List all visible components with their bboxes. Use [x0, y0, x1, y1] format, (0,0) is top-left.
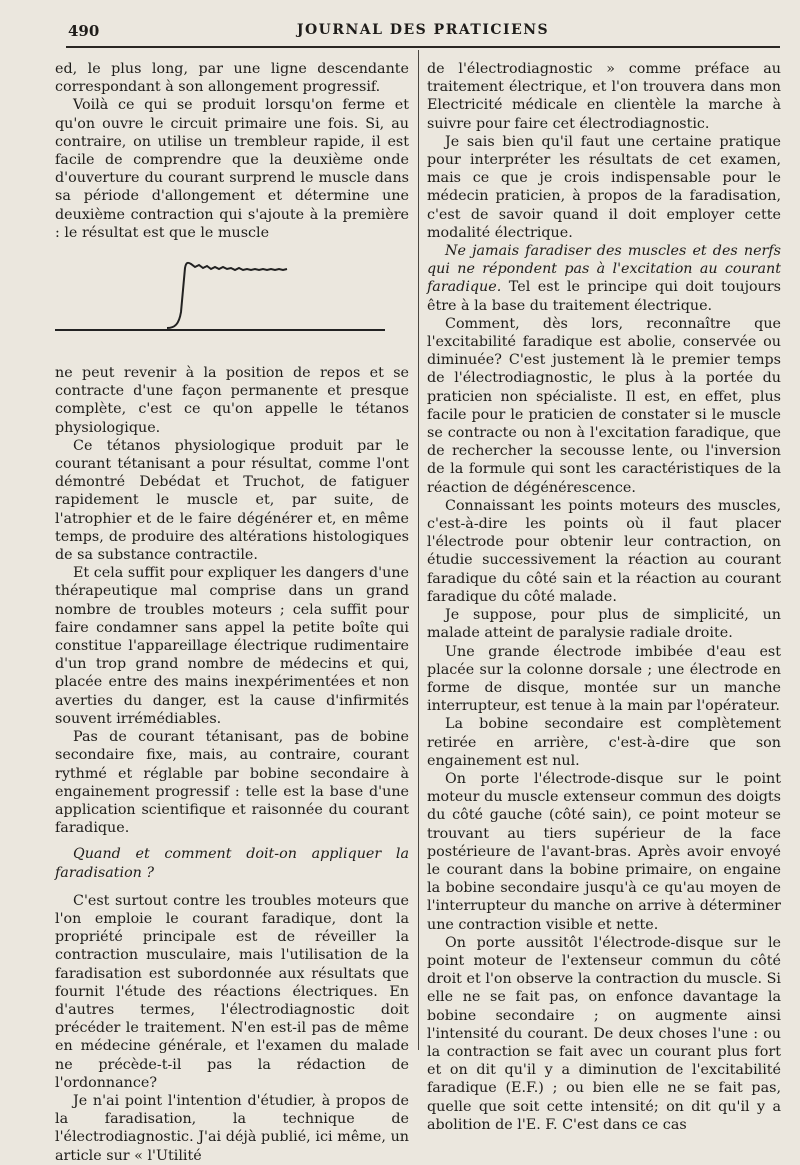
- paragraph: ne peut revenir à la position de repos et se contracte d'une façon permanente et presque complète, c'est ce qu'on appelle le tétanos physiologique.: [55, 365, 409, 436]
- page-number: 490: [68, 22, 100, 40]
- paragraph: C'est surtout contre les troubles moteurs que l'on emploie le courant faradique, dont la propriété principale est de réveiller la contraction musculaire, mais l'utilisation de la faradisation est subordonnée aux résultats que fournit l'étude des réactions électriques. En d'autres termes, l'électrodiagnostic doit précéder le traitement. N'en est-il pas de même en médecine générale, et l'examen du malade ne précède-t-il pas la rédaction de l'ordonnance?: [55, 892, 409, 1091]
- paragraph: On porte aussitôt l'électrode-disque sur le point moteur de l'extenseur commun du côté droit et l'on observe la contraction du muscle. Si elle ne se fait pas, on enfonce davantage la bobine secondaire ; on augmente ainsi l'intensité du courant. De deux choses l'une : ou la contraction se fait avec un courant plus fort et on dit qu'il y a diminution de l'excitabilité faradique (E.F.) ; ou bien elle ne se fait pas, quelle que soit cette intensité; on dit qu'il y a abolition de l'E. F. C'est dans ce cas: [427, 934, 781, 1133]
- paragraph: Ce tétanos physiologique produit par le courant tétanisant a pour résultat, comme l'ont démontré Debédat et Truchot, de fatiguer rapidement le muscle et, par suite, de l'atrophier et de le faire dégénérer et, en même temps, de produire des altérations histologiques de sa substance contractile.: [55, 437, 409, 564]
- principle-paragraph: [427, 242, 781, 315]
- tetanus-curve-figure: [55, 242, 409, 364]
- right-column: [427, 60, 781, 1134]
- paragraph: La bobine secondaire est complètement retirée en arrière, c'est-à-dire que son engainement est nul.: [427, 716, 781, 769]
- paragraph: ed, le plus long, par une ligne descendante correspondant à son allongement progressif.: [55, 61, 409, 96]
- principle-italic: Ne jamais faradiser des muscles et des nerfs qui ne répondent pas à l'excitation au courant faradique.: [427, 243, 781, 296]
- contraction-curve: [167, 263, 287, 328]
- paragraph: Et cela suffit pour expliquer les dangers d'une thérapeutique mal comprise dans un grand nombre de troubles moteurs ; cela suffit pour faire condamner sans appel la petite boîte qui constitue l'appareillage électrique rudimentaire d'un trop grand nombre de médecins et qui, placée entre des mains inexpérimentées et non averties du danger, est la cause d'infirmités souvent irrémédiables.: [55, 565, 409, 727]
- running-header: [66, 18, 780, 48]
- paragraph: On porte l'électrode-disque sur le point moteur du muscle extenseur commun des doigts du côté gauche (côté sain), ce point moteur se trouvant au tiers supérieur de la face postérieure de l'avant-bras. Après avoir envoyé le courant dans la bobine primaire, on engaine la bobine secondaire jusqu'à ce qu'au moyen de l'interrupteur du manche on arrive à déterminer une contraction visible et nette.: [427, 770, 781, 933]
- paragraph: Je suppose, pour plus de simplicité, un malade atteint de paralysie radiale droite.: [427, 607, 781, 642]
- tetanus-curve-svg: [55, 242, 409, 364]
- paragraph: Voilà ce qui se produit lorsqu'on ferme et qu'on ouvre le circuit primaire une fois. Si, au contraire, on utilise un trembleur rapide, il est facile de comprendre que la deuxième onde d'ouverture du courant surprend le muscle dans sa période d'allongement et détermine une deuxième contraction qui s'ajoute à la première : le résultat est que le muscle: [55, 97, 409, 241]
- paragraph: Comment, dès lors, reconnaître que l'excitabilité faradique est abolie, conservée ou diminuée? C'est justement là le premier temps de l'électrodiagnostic, le plus à la portée du praticien non spécialiste. Il est, en effet, plus facile pour le praticien de constater si le muscle se contracte ou non à l'excitation faradique, que de rechercher la secousse lente, ou l'inversion de la formule qui sont les caractéristiques de la réaction de dégénérescence.: [427, 315, 781, 496]
- paragraph: Je n'ai point l'intention d'étudier, à propos de la faradisation, la technique de l'électrodiagnostic. J'ai déjà publié, ici même, un article sur « l'Utilité: [55, 1092, 409, 1164]
- left-column: [55, 60, 409, 1165]
- paragraph: Connaissant les points moteurs des muscles, c'est-à-dire les points où il faut placer l'électrode pour obtenir leur contraction, on étudie successivement la réaction au courant faradique du côté sain et la réaction au courant faradique du côté malade.: [427, 497, 781, 605]
- paragraph: Une grande électrode imbibée d'eau est placée sur la colonne dorsale ; une électrode en forme de disque, montée sur un manche interrupteur, est tenue à la main par l'opérateur.: [427, 643, 781, 715]
- paragraph: de l'électrodiagnostic » comme préface au traitement électrique, et l'on trouvera dans mon Electricité médicale en clientèle la marche à suivre pour faire cet électrodiagnostic.: [427, 61, 781, 132]
- principle-rest: Tel est le principe qui doit toujours être à la base du traitement électrique.: [427, 279, 781, 314]
- paragraph: Pas de courant tétanisant, pas de bobine secondaire fixe, mais, au contraire, courant rythmé et réglable par bobine secondaire à engainement progressif : telle est la base d'une application scientifique et raisonnée du courant faradique.: [55, 729, 409, 837]
- column-divider: [418, 50, 419, 1050]
- section-heading: Quand et comment doit-on appliquer la faradisation ?: [55, 846, 409, 881]
- paragraph: Je sais bien qu'il faut une certaine pratique pour interpréter les résultats de cet examen, mais ce que je crois indispensable pour le médecin praticien, à propos de la faradisation, c'est de savoir quand il doit employer cette modalité électrique.: [427, 133, 781, 241]
- journal-title: JOURNAL DES PRATICIENS: [296, 22, 550, 38]
